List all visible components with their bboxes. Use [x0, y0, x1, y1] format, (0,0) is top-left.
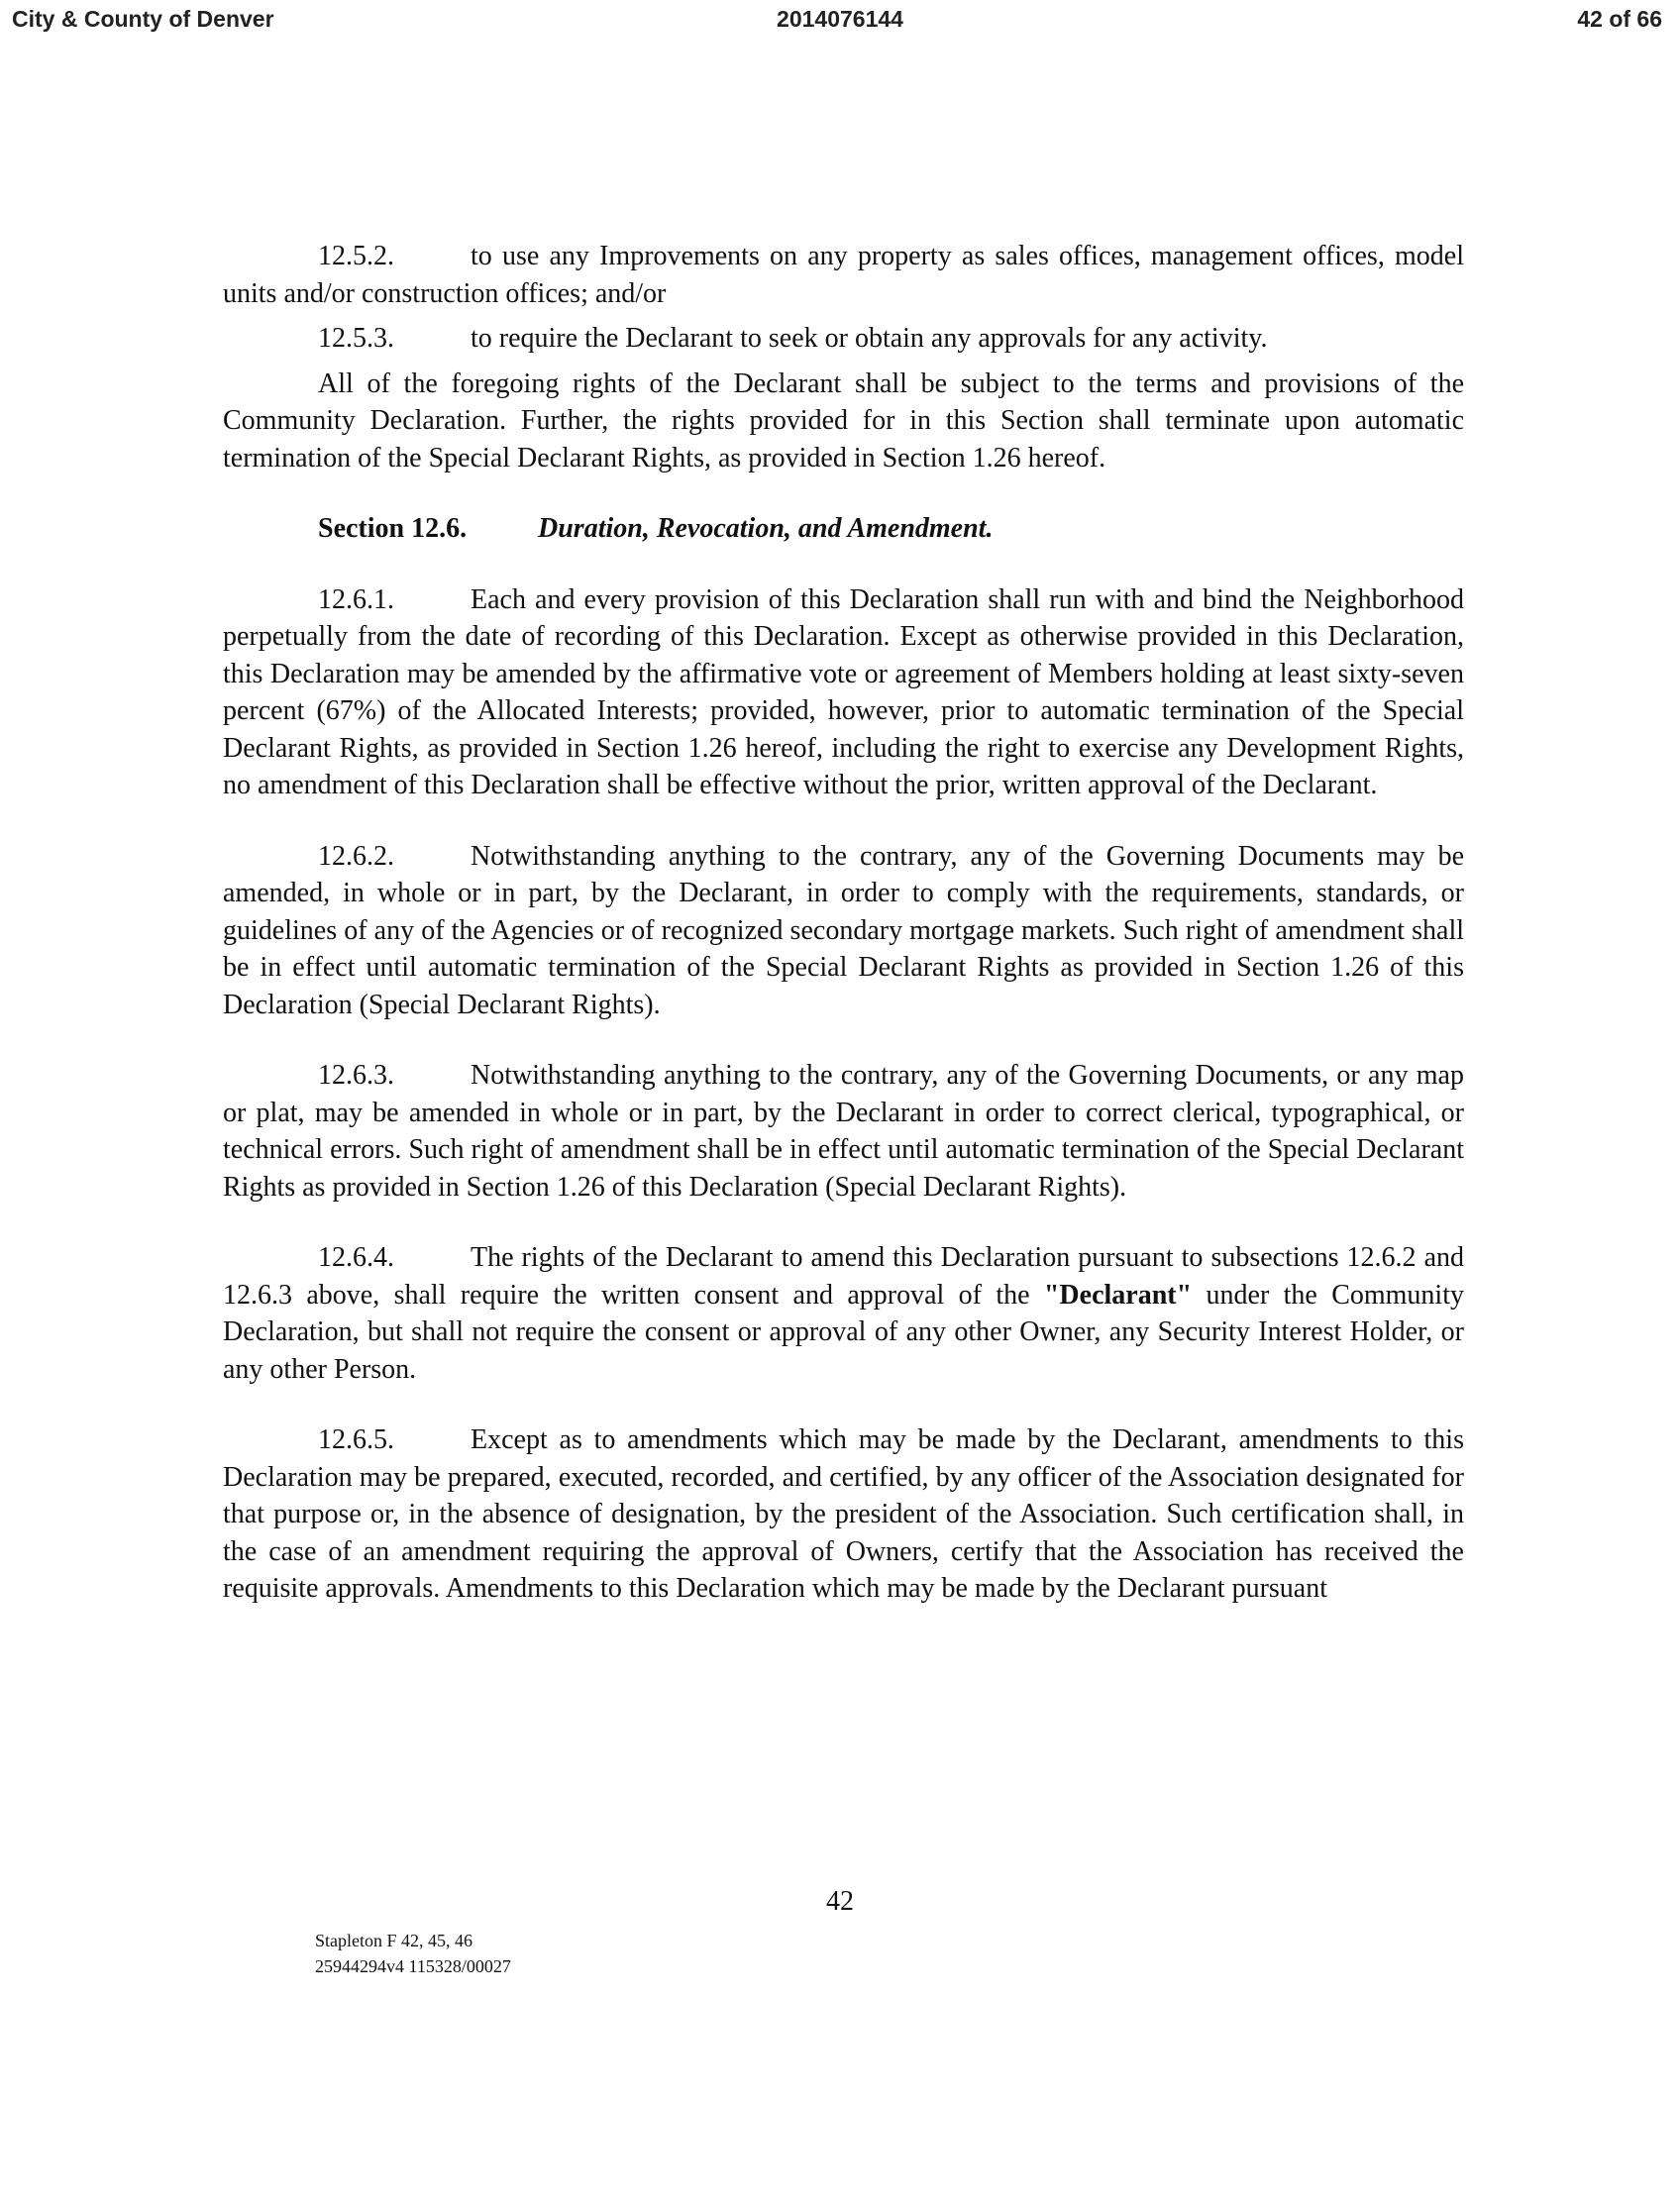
paragraph-text: to use any Improvements on any property as sales offices, management offices, model units and/or construction offices; and/or: [223, 241, 1464, 309]
paragraph-12-6-4: [223, 1239, 1464, 1388]
paragraph-text-before: The rights of the Declarant to amend this Declaration pursuant to subsections 12.6.2 and 12.6.3 above, shall require the written consent and approval of the: [223, 1242, 1464, 1311]
paragraph-12-6-3: [223, 1057, 1464, 1206]
paragraph-number: 12.6.4.: [318, 1242, 394, 1273]
paragraph-number: 12.6.3.: [318, 1060, 394, 1091]
paragraph-number: 12.6.5.: [318, 1424, 394, 1455]
paragraph-number: 12.6.2.: [318, 840, 394, 872]
header-page-count: 42 of 66: [1577, 6, 1662, 32]
paragraph-text: to require the Declarant to seek or obtain any approvals for any activity.: [471, 323, 1268, 354]
section-number: Section 12.6.: [318, 513, 468, 544]
paragraph-number: 12.6.1.: [318, 583, 394, 615]
document-body: [223, 238, 1464, 1608]
paragraph-text: Notwithstanding anything to the contrary, any of the Governing Documents may be amended, in whole or in part, by the Declarant, in order to comply with the requirements, standards, or guidelines of any of the Agencies or of recognized secondary mortgage markets. Such right of amendment shall be in effect until automatic termination of the Special Declarant Rights as provided in Section 1.26 of this Declaration (Special Declarant Rights).: [223, 840, 1464, 1020]
section-heading-12-6: [318, 510, 1464, 548]
paragraph-text: Notwithstanding anything to the contrary, any of the Governing Documents, or any map or plat, may be amended in whole or in part, by the Declarant in order to correct clerical, typographical, or technical errors. Such right of amendment shall be in effect until automatic termination of the Special Declarant Rights as provided in Section 1.26 of this Declaration (Special Declarant Rights).: [223, 1060, 1464, 1203]
paragraph-foregoing-rights: All of the foregoing rights of the Declarant shall be subject to the terms and provisions of the Community Declaration. Further, the rights provided for in this Section shall terminate upon automatic termination of the Special Declarant Rights, as provided in Section 1.26 hereof.: [223, 368, 1464, 473]
paragraph-12-5-2: [223, 238, 1464, 312]
page-number: 42: [826, 1886, 854, 1917]
paragraph-12-6-5: [223, 1421, 1464, 1608]
header-jurisdiction: City & County of Denver: [12, 6, 274, 32]
paragraph-12-6-2: [223, 838, 1464, 1024]
paragraph-12-6-1: [223, 581, 1464, 804]
paragraph-12-5-3: [223, 320, 1464, 358]
header-reception-number: 2014076144: [777, 6, 903, 32]
page-header: [0, 4, 1680, 40]
footer-document-reference: Stapleton F 42, 45, 46: [315, 1931, 473, 1950]
paragraph-text: Except as to amendments which may be made by the Declarant, amendments to this Declaration may be prepared, executed, recorded, and certified, by any officer of the Association designated for that purpose or, in the absence of designation, by the president of the Association. Such certification shall, in the case of an amendment requiring the approval of Owners, certify that the Association has received the requisite approvals. Amendments to this Declaration which may be made by the Declarant pursuant: [223, 1424, 1464, 1604]
paragraph-text-after: under the Community Declaration, but shall not require the consent or approval of any other Owner, any Security Interest Holder, or any other Person.: [223, 1279, 1464, 1385]
paragraph-number: 12.5.2.: [318, 241, 394, 271]
footer-file-id: 25944294v4 115328/00027: [315, 1956, 511, 1976]
declarant-term: "Declarant": [1043, 1279, 1193, 1311]
section-title: Duration, Revocation, and Amendment.: [538, 513, 994, 544]
document-footer: [315, 1928, 511, 1979]
paragraph-number: 12.5.3.: [318, 323, 394, 354]
paragraph-text: Each and every provision of this Declaration shall run with and bind the Neighborhood perpetually from the date of recording of this Declaration. Except as otherwise provided in this Declaration, this Declaration may be amended by the affirmative vote or agreement of Members holding at least sixty-seven percent (67%) of the Allocated Interests; provided, however, prior to automatic termination of the Special Declarant Rights, as provided in Section 1.26 hereof, including the right to exercise any Development Rights, no amendment of this Declaration shall be effective without the prior, written approval of the Declarant.: [223, 583, 1464, 800]
